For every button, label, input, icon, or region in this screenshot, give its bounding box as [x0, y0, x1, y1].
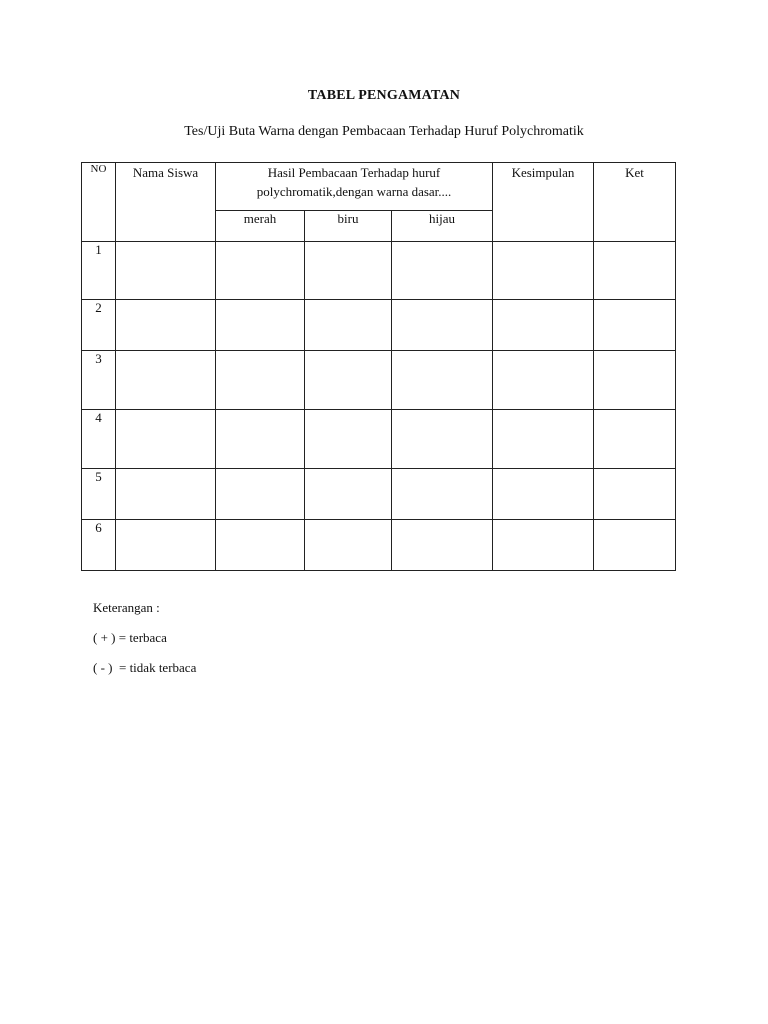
cell-biru	[305, 300, 392, 351]
header-hasil-line1: Hasil Pembacaan Terhadap huruf	[267, 165, 441, 180]
cell-nama	[116, 520, 216, 571]
cell-nama	[116, 300, 216, 351]
cell-ket	[594, 300, 676, 351]
table-row	[82, 410, 676, 469]
row-number: 6	[82, 520, 116, 571]
cell-biru	[305, 520, 392, 571]
row-number: 2	[82, 300, 116, 351]
row-number: 3	[82, 351, 116, 410]
cell-kesimpulan	[493, 242, 594, 300]
cell-ket	[594, 351, 676, 410]
cell-kesimpulan	[493, 469, 594, 520]
cell-biru	[305, 351, 392, 410]
cell-hijau	[392, 242, 493, 300]
cell-hijau	[392, 410, 493, 469]
cell-hijau	[392, 520, 493, 571]
cell-merah	[216, 520, 305, 571]
table-row	[82, 300, 676, 351]
subheader-hijau: hijau	[392, 211, 493, 242]
note-item-readable: ( + ) = terbaca	[93, 630, 167, 645]
page-title: TABEL PENGAMATAN	[307, 88, 461, 103]
cell-biru	[305, 469, 392, 520]
row-number: 5	[82, 469, 116, 520]
cell-merah	[216, 351, 305, 410]
cell-hijau	[392, 300, 493, 351]
table-row	[82, 520, 676, 571]
row-number: 1	[82, 242, 116, 300]
cell-nama	[116, 351, 216, 410]
notes-section	[93, 600, 196, 690]
header-nama-siswa: Nama Siswa	[116, 163, 216, 242]
cell-merah	[216, 469, 305, 520]
cell-kesimpulan	[493, 300, 594, 351]
table-header-row	[82, 163, 676, 211]
table-row	[82, 351, 676, 410]
note-item-not-readable: ( - ) = tidak terbaca	[93, 660, 197, 675]
cell-biru	[305, 410, 392, 469]
cell-merah	[216, 242, 305, 300]
header-ket: Ket	[594, 163, 676, 242]
cell-ket	[594, 410, 676, 469]
cell-nama	[116, 410, 216, 469]
cell-hijau	[392, 469, 493, 520]
page-subtitle: Tes/Uji Buta Warna dengan Pembacaan Terhadap Huruf Polychromatik	[184, 124, 584, 139]
cell-biru	[305, 242, 392, 300]
subheader-biru: biru	[305, 211, 392, 242]
cell-hijau	[392, 351, 493, 410]
cell-nama	[116, 242, 216, 300]
observation-table	[81, 162, 676, 571]
cell-kesimpulan	[493, 351, 594, 410]
notes-heading: Keterangan :	[93, 600, 160, 615]
table-row	[82, 242, 676, 300]
cell-ket	[594, 520, 676, 571]
cell-ket	[594, 242, 676, 300]
cell-merah	[216, 300, 305, 351]
cell-kesimpulan	[493, 520, 594, 571]
cell-merah	[216, 410, 305, 469]
table-row	[82, 469, 676, 520]
header-hasil-line2: polychromatik,dengan warna dasar....	[256, 184, 452, 199]
subheader-merah: merah	[216, 211, 305, 242]
header-kesimpulan: Kesimpulan	[493, 163, 594, 242]
header-hasil-pembacaan	[216, 163, 493, 211]
cell-nama	[116, 469, 216, 520]
row-number: 4	[82, 410, 116, 469]
header-no: NO	[82, 163, 116, 242]
cell-ket	[594, 469, 676, 520]
cell-kesimpulan	[493, 410, 594, 469]
